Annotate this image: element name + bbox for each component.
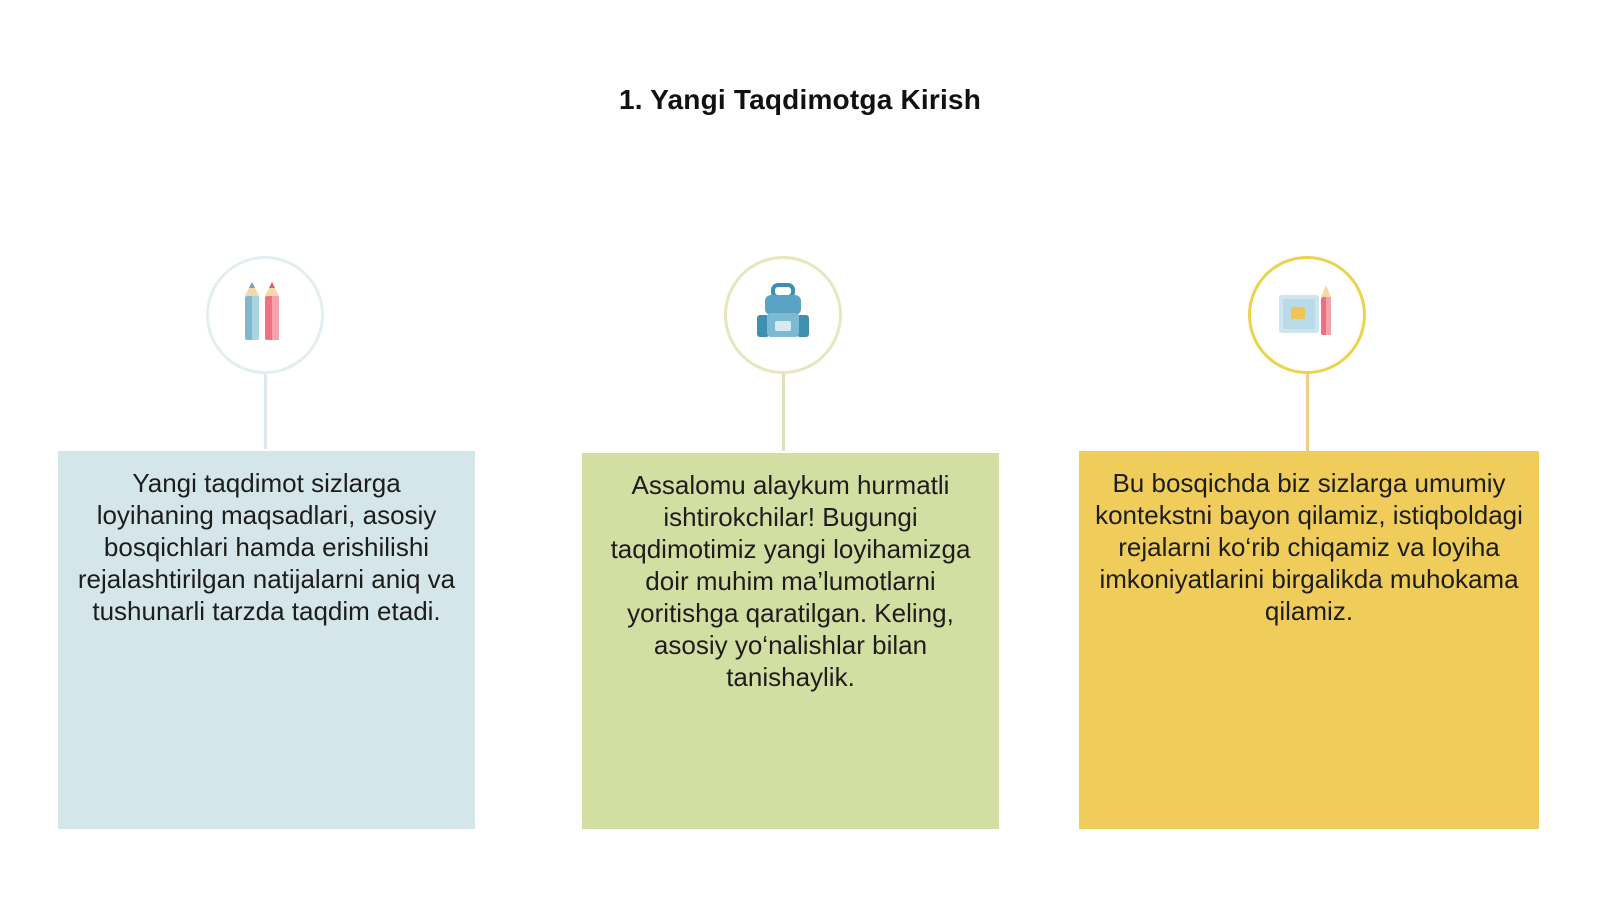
card-1 bbox=[58, 451, 475, 829]
card-3-text: Bu bosqichda biz sizlarga umumiy kontekstni bayon qilamiz, istiqboldagi rejalarni ko‘rib chiqamiz va loyiha imkoniyatlarini birgalikda muhokama qilamiz. bbox=[1095, 468, 1523, 626]
colored-pencils-icon bbox=[235, 278, 295, 353]
backpack-icon bbox=[751, 281, 815, 350]
connector-line-1 bbox=[264, 374, 267, 449]
connector-line-3 bbox=[1306, 374, 1309, 451]
card-2 bbox=[582, 453, 999, 829]
sketchbook-pencil-icon bbox=[1275, 281, 1339, 350]
card-1-text: Yangi taqdimot sizlarga loyihaning maqsadlari, asosiy bosqichlari hamda erishilishi rejalashtirilgan natijalarni aniq va tushunarli tarzda taqdim etadi. bbox=[77, 468, 456, 626]
icon-circle-2 bbox=[724, 256, 842, 374]
icon-circle-3 bbox=[1248, 256, 1366, 374]
card-3 bbox=[1079, 451, 1539, 829]
slide-title: 1. Yangi Taqdimotga Kirish bbox=[618, 84, 981, 115]
icon-circle-1 bbox=[206, 256, 324, 374]
card-2-text: Assalomu alaykum hurmatli ishtirokchilar! Bugungi taqdimotimiz yangi loyihamizga doir muhim ma’lumotlarni yoritishga qaratilgan. Keling, asosiy yo‘nalishlar bilan tanishaylik. bbox=[610, 470, 971, 692]
connector-line-2 bbox=[782, 374, 785, 451]
